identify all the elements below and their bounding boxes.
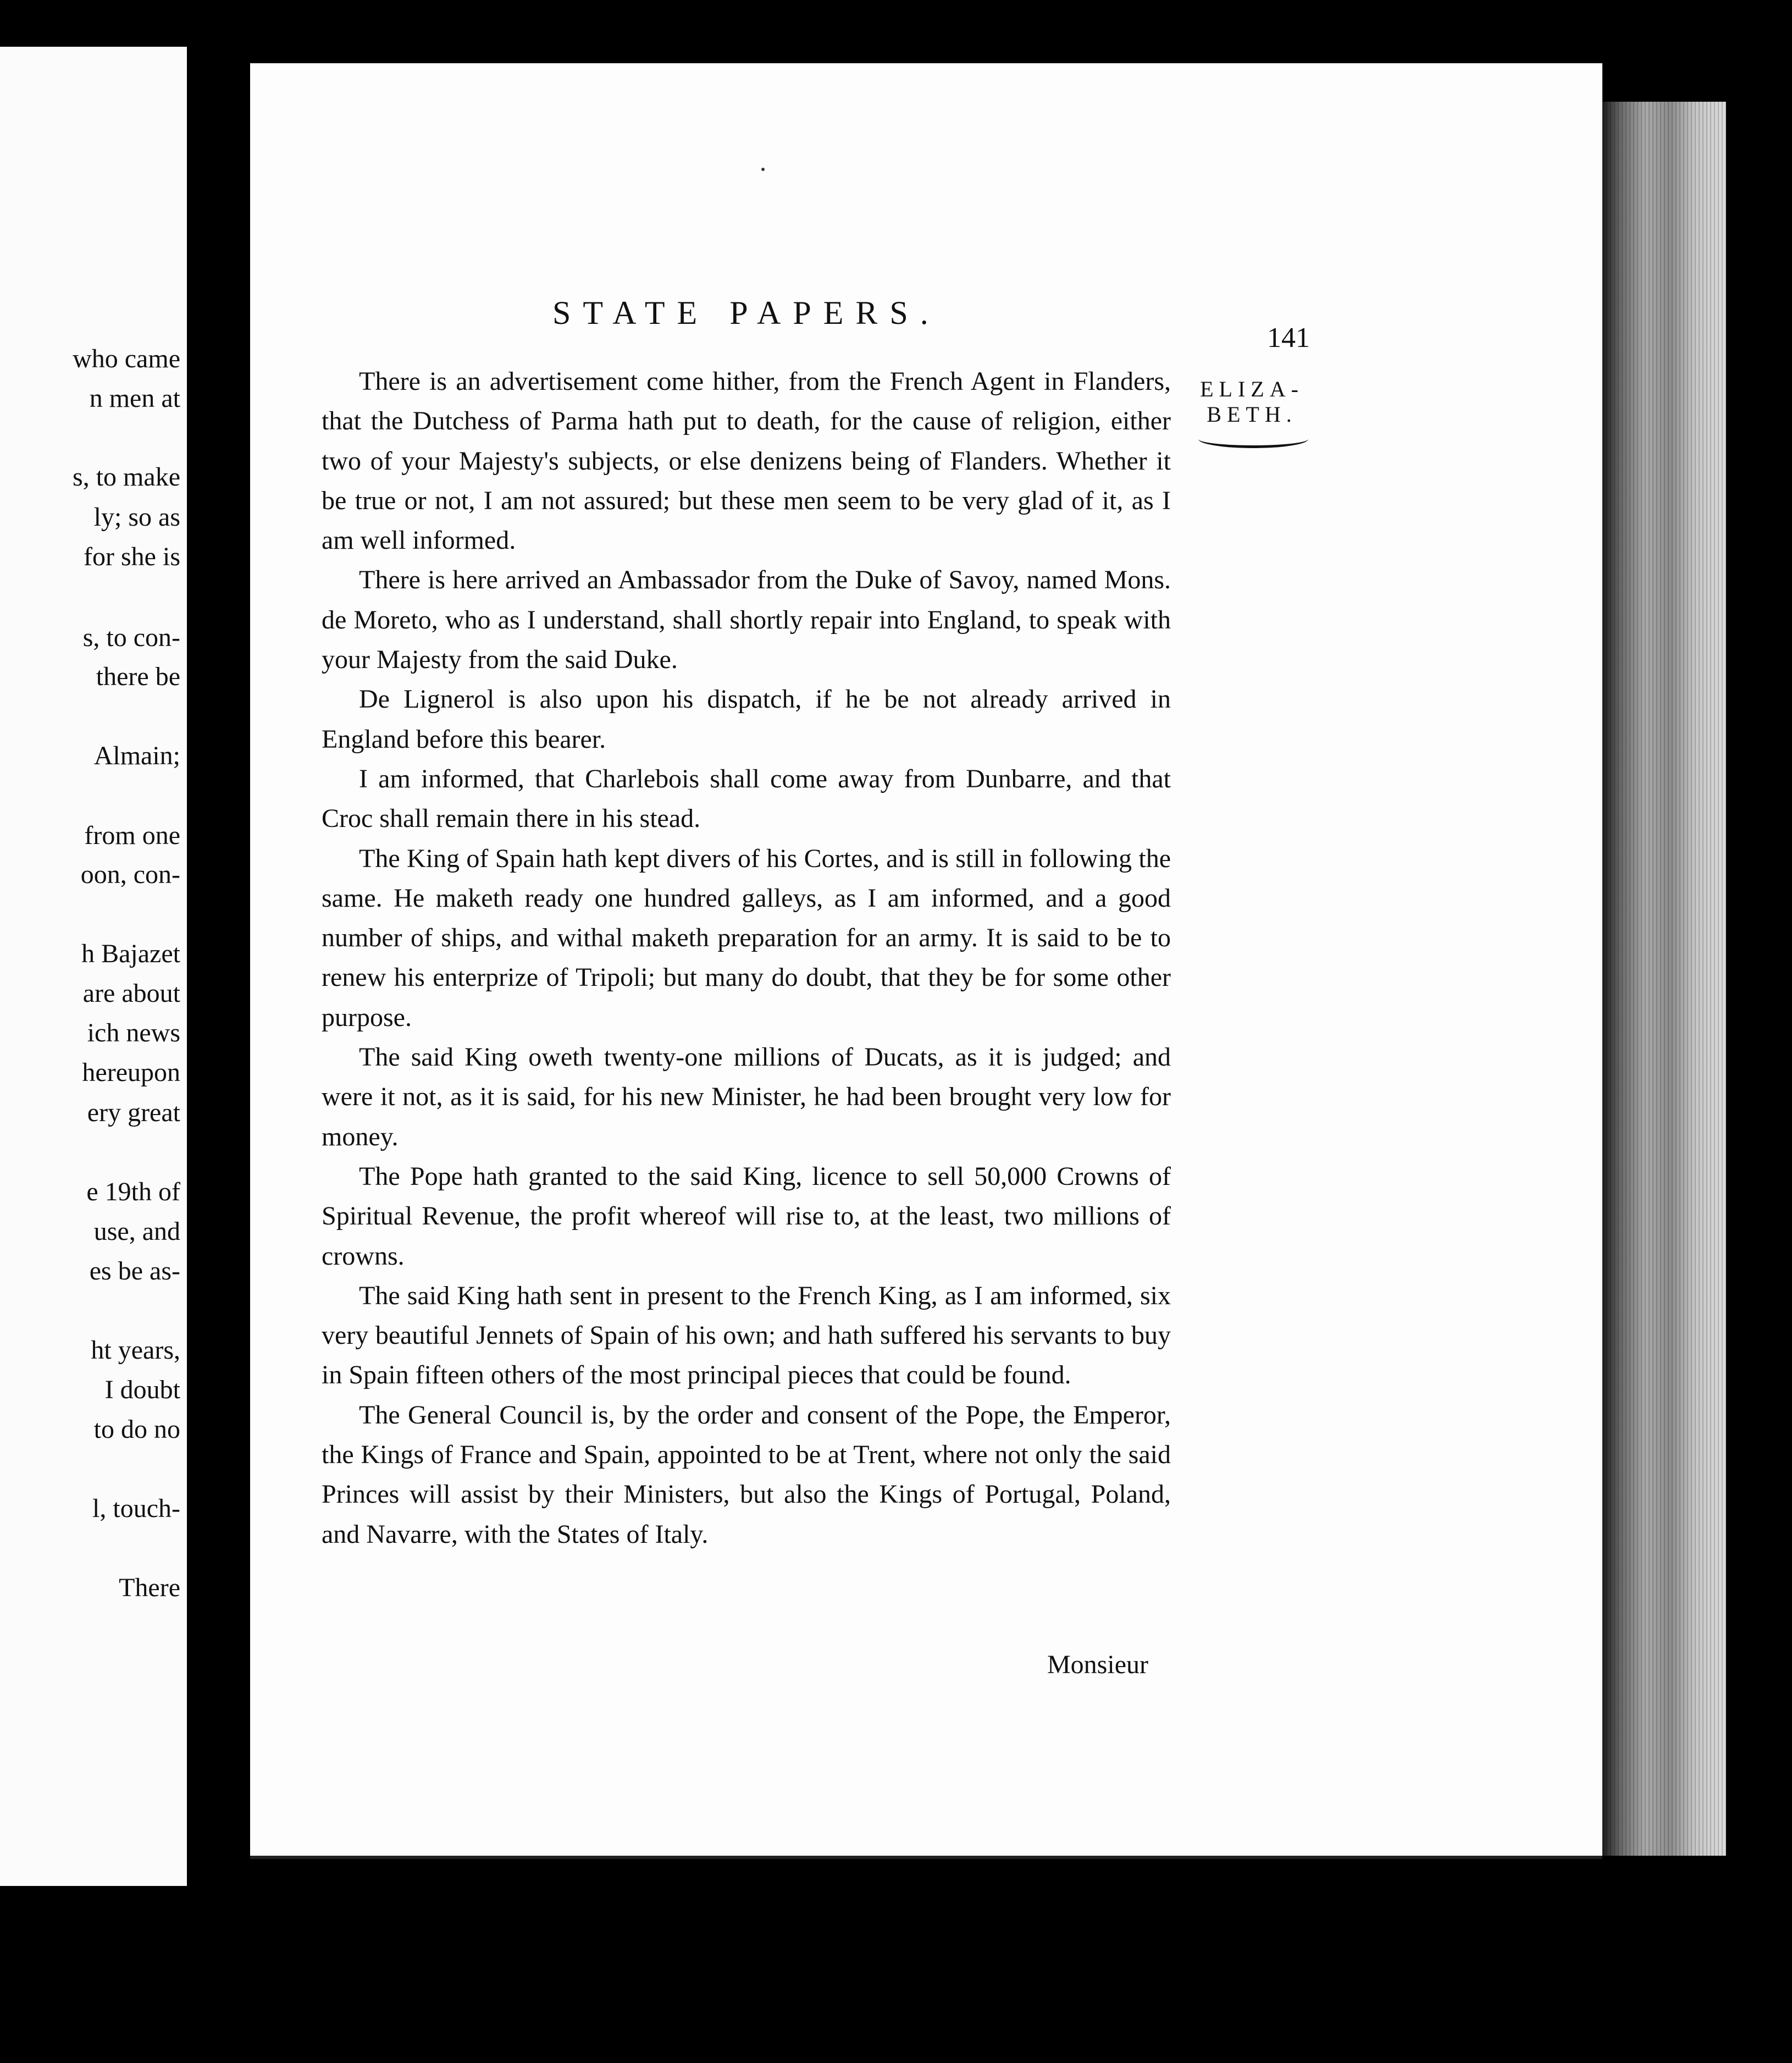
page-edges (1602, 102, 1726, 1856)
facing-page-line: oon, con- (80, 860, 180, 889)
facing-page-line: ery great (87, 1098, 180, 1127)
facing-page-line: s, to make (73, 462, 180, 492)
paragraph: The King of Spain hath kept divers of his Cortes, and is still in following the same. He maketh ready one hundred galleys, as I am informed, and a good number of ships, and withal maketh preparation for an army. It is said to be to renew his enterprize of Tripoli; but many do doubt, that they be for some other purpose. (322, 843, 1171, 1032)
margin-note-line: BETH. (1207, 402, 1297, 427)
facing-page-line: n men at (89, 384, 180, 413)
facing-page-line: ich news (87, 1018, 180, 1047)
book-gutter (187, 0, 250, 2063)
body-text (322, 362, 1171, 1554)
facing-page-line: es be as- (89, 1256, 180, 1286)
margin-note-line: ELIZA- (1200, 377, 1304, 401)
facing-page-line: are about (82, 979, 180, 1008)
facing-page-line: There (119, 1573, 180, 1602)
paragraph: The Pope hath granted to the said King, licence to sell 50,000 Crowns of Spiritual Revenue, the profit whereof will rise to, at the least, two millions of crowns. (322, 1161, 1171, 1271)
margin-note (1190, 377, 1314, 427)
margin-brace (1198, 430, 1308, 448)
facing-page-line: for she is (84, 542, 180, 571)
facing-page-line: there be (96, 662, 180, 691)
facing-page-fragment (0, 47, 187, 1886)
paragraph: There is an advertisement come hither, from the French Agent in Flanders, that the Dutchess of Parma hath put to death, for the cause of religion, either two of your Majesty's subjects, or else denizens being of Flanders. Whether it be true or not, I am not assured; but these men seem to be very glad of it, as I am well informed. (322, 367, 1171, 555)
facing-page-line: h Bajazet (81, 939, 180, 968)
facing-page-line: ly; so as (93, 503, 180, 532)
paragraph: The said King oweth twenty-one millions of Ducats, as it is judged; and were it not, as it is said, for his new Minister, he had been brought very low for money. (322, 1042, 1171, 1151)
facing-page-line: Almain; (93, 741, 180, 770)
paragraph: I am informed, that Charlebois shall come away from Dunbarre, and that Croc shall remain there in his stead. (322, 764, 1171, 834)
paragraph: The said King hath sent in present to the French King, as I am informed, six very beautiful Jennets of Spain of his own; and hath suffered his servants to buy in Spain fifteen others of the most principal pieces that could be found. (322, 1281, 1171, 1390)
catchword: Monsieur (1047, 1650, 1148, 1679)
paragraph: There is here arrived an Ambassador from the Duke of Savoy, named Mons. de Moreto, who as I understand, shall shortly repair into England, to speak with your Majesty from the said Duke. (322, 565, 1171, 675)
ink-speck (761, 168, 765, 171)
paragraph: De Lignerol is also upon his dispatch, if he be not already arrived in England before this bearer. (322, 685, 1171, 754)
page-number: 141 (1267, 322, 1310, 354)
facing-page-line: l, touch- (92, 1494, 180, 1523)
facing-page-line: use, and (93, 1217, 180, 1246)
facing-page-line: to do no (93, 1415, 180, 1444)
paragraph: The General Council is, by the order and consent of the Pope, the Emperor, the Kings of France and Spain, appointed to be at Trent, where not only the said Princes will assist by their Ministers, but also the Kings of Portugal, Poland, and Navarre, with the States of Italy. (322, 1400, 1171, 1549)
running-title: STATE PAPERS. (552, 295, 941, 331)
facing-page-line: e 19th of (86, 1177, 180, 1206)
facing-page-line: s, to con- (82, 623, 180, 652)
facing-page-line: hereupon (82, 1058, 180, 1087)
facing-page-line: I doubt (104, 1375, 180, 1404)
facing-page-line: from one (84, 821, 180, 850)
facing-page-line: ht years, (91, 1336, 180, 1365)
facing-page-line: who came (73, 344, 180, 373)
